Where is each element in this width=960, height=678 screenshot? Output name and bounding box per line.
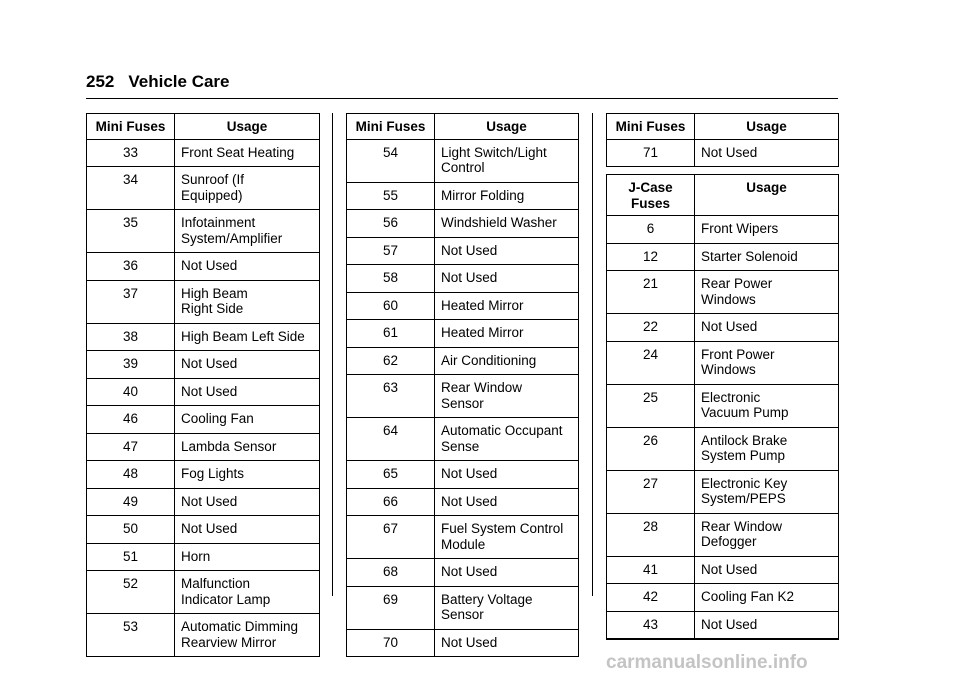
fuse-usage: Not Used — [695, 556, 839, 584]
fuse-usage: Windshield Washer — [435, 210, 579, 238]
table-row — [607, 470, 839, 513]
fuse-usage: Not Used — [435, 559, 579, 587]
fuse-usage: Not Used — [175, 516, 320, 544]
table-header-row — [87, 114, 320, 140]
fuse-usage: Not Used — [435, 237, 579, 265]
fuse-number: 27 — [607, 470, 695, 513]
table-row — [87, 323, 320, 351]
fuse-number: 69 — [347, 586, 435, 629]
column-divider-2 — [592, 113, 593, 596]
table-row — [347, 461, 579, 489]
fuse-usage: Electronic Vacuum Pump — [695, 384, 839, 427]
fuse-usage: Automatic Dimming Rearview Mirror — [175, 614, 320, 657]
fuse-usage: Not Used — [435, 265, 579, 293]
table-row — [87, 571, 320, 614]
fuse-number: 46 — [87, 406, 175, 434]
table-header-row — [607, 175, 839, 216]
table-row — [607, 341, 839, 384]
table-row — [607, 314, 839, 342]
fuse-column-header: Mini Fuses — [87, 114, 175, 140]
fuse-usage: Not Used — [175, 378, 320, 406]
fuse-number: 42 — [607, 584, 695, 612]
fuse-number: 50 — [87, 516, 175, 544]
fuse-number: 56 — [347, 210, 435, 238]
fuse-usage: High Beam Right Side — [175, 280, 320, 323]
fuse-number: 47 — [87, 433, 175, 461]
table-row — [347, 488, 579, 516]
fuse-number: 39 — [87, 351, 175, 379]
table-row — [87, 378, 320, 406]
fuse-number: 60 — [347, 292, 435, 320]
j-case-fuses-table — [606, 174, 839, 640]
fuse-column-header: Mini Fuses — [607, 114, 695, 140]
fuse-usage: Starter Solenoid — [695, 243, 839, 271]
fuse-column-header: J-Case Fuses — [607, 175, 695, 216]
usage-column-header: Usage — [175, 114, 320, 140]
fuse-number: 63 — [347, 375, 435, 418]
column-divider-1 — [332, 113, 333, 596]
table-row — [87, 210, 320, 253]
fuse-usage: Infotainment System/Amplifier — [175, 210, 320, 253]
fuse-usage: Light Switch/Light Control — [435, 139, 579, 182]
table-row — [87, 406, 320, 434]
fuse-number: 62 — [347, 347, 435, 375]
fuse-number: 51 — [87, 543, 175, 571]
fuse-number: 64 — [347, 418, 435, 461]
table-row — [87, 516, 320, 544]
fuse-number: 12 — [607, 243, 695, 271]
table-row — [607, 271, 839, 314]
table-row — [607, 384, 839, 427]
table-row — [347, 347, 579, 375]
table-row — [607, 139, 839, 167]
fuse-number: 41 — [607, 556, 695, 584]
fuse-number: 58 — [347, 265, 435, 293]
page-number: 252 — [86, 72, 115, 91]
mini-fuses-table-1 — [86, 113, 320, 657]
table-header-row — [347, 114, 579, 140]
fuse-usage: Not Used — [435, 461, 579, 489]
fuse-usage: Not Used — [695, 139, 839, 167]
fuse-usage: Not Used — [175, 488, 320, 516]
fuse-usage: Battery Voltage Sensor — [435, 586, 579, 629]
fuse-number: 38 — [87, 323, 175, 351]
fuse-usage: Not Used — [175, 253, 320, 281]
fuse-usage: Mirror Folding — [435, 182, 579, 210]
fuse-usage: Not Used — [695, 314, 839, 342]
table-row — [87, 461, 320, 489]
table-row — [347, 629, 579, 657]
fuse-number: 70 — [347, 629, 435, 657]
section-title: Vehicle Care — [128, 72, 230, 91]
fuse-usage: Cooling Fan K2 — [695, 584, 839, 612]
fuse-usage: Malfunction Indicator Lamp — [175, 571, 320, 614]
fuse-number: 34 — [87, 167, 175, 210]
fuse-usage: Fog Lights — [175, 461, 320, 489]
fuse-number: 71 — [607, 139, 695, 167]
fuse-number: 65 — [347, 461, 435, 489]
usage-column-header: Usage — [435, 114, 579, 140]
table-row — [347, 210, 579, 238]
fuse-usage: Lambda Sensor — [175, 433, 320, 461]
fuse-usage: Heated Mirror — [435, 320, 579, 348]
table-row — [347, 139, 579, 182]
fuse-usage: Cooling Fan — [175, 406, 320, 434]
fuse-number: 49 — [87, 488, 175, 516]
fuse-usage: Rear Window Defogger — [695, 513, 839, 556]
header-rule — [86, 98, 838, 99]
table-row — [87, 280, 320, 323]
table-row — [607, 611, 839, 639]
fuse-number: 21 — [607, 271, 695, 314]
table-row — [607, 427, 839, 470]
fuse-number: 35 — [87, 210, 175, 253]
table-row — [87, 543, 320, 571]
fuse-number: 48 — [87, 461, 175, 489]
fuse-number: 57 — [347, 237, 435, 265]
table-row — [87, 433, 320, 461]
fuse-number: 24 — [607, 341, 695, 384]
fuse-usage: Not Used — [695, 611, 839, 639]
watermark: carmanualsonline.info — [606, 652, 808, 673]
table-row — [347, 418, 579, 461]
fuse-number: 22 — [607, 314, 695, 342]
fuse-number: 36 — [87, 253, 175, 281]
table-row — [87, 614, 320, 657]
fuse-number: 55 — [347, 182, 435, 210]
fuse-usage: High Beam Left Side — [175, 323, 320, 351]
table-row — [347, 559, 579, 587]
fuse-number: 43 — [607, 611, 695, 639]
table-row — [87, 253, 320, 281]
fuse-number: 66 — [347, 488, 435, 516]
fuse-usage: Electronic Key System/PEPS — [695, 470, 839, 513]
page-header — [86, 72, 230, 92]
fuse-usage: Front Power Windows — [695, 341, 839, 384]
table-row — [87, 488, 320, 516]
fuse-usage: Rear Window Sensor — [435, 375, 579, 418]
fuse-usage: Automatic Occupant Sense — [435, 418, 579, 461]
fuse-number: 33 — [87, 139, 175, 167]
table-row — [347, 237, 579, 265]
table-row — [347, 182, 579, 210]
fuse-usage: Not Used — [175, 351, 320, 379]
fuse-number: 68 — [347, 559, 435, 587]
table-header-row — [607, 114, 839, 140]
fuse-number: 40 — [87, 378, 175, 406]
table-row — [347, 320, 579, 348]
fuse-usage: Antilock Brake System Pump — [695, 427, 839, 470]
fuse-usage: Sunroof (If Equipped) — [175, 167, 320, 210]
table-row — [87, 167, 320, 210]
fuse-usage: Rear Power Windows — [695, 271, 839, 314]
fuse-usage: Heated Mirror — [435, 292, 579, 320]
fuse-number: 67 — [347, 516, 435, 559]
fuse-number: 37 — [87, 280, 175, 323]
fuse-number: 25 — [607, 384, 695, 427]
fuse-number: 28 — [607, 513, 695, 556]
mini-fuses-table-2 — [346, 113, 579, 657]
fuse-number: 6 — [607, 216, 695, 244]
fuse-usage: Not Used — [435, 488, 579, 516]
fuse-usage: Front Seat Heating — [175, 139, 320, 167]
table-row — [87, 139, 320, 167]
table-row — [607, 216, 839, 244]
fuse-usage: Fuel System Control Module — [435, 516, 579, 559]
fuse-number: 54 — [347, 139, 435, 182]
fuse-usage: Front Wipers — [695, 216, 839, 244]
fuse-number: 61 — [347, 320, 435, 348]
table-row — [347, 586, 579, 629]
fuse-number: 26 — [607, 427, 695, 470]
table-row — [347, 516, 579, 559]
table-row — [607, 556, 839, 584]
usage-column-header: Usage — [695, 114, 839, 140]
table-row — [607, 243, 839, 271]
table-row — [607, 584, 839, 612]
table-row — [347, 375, 579, 418]
table-row — [607, 513, 839, 556]
fuse-usage: Horn — [175, 543, 320, 571]
table-row — [87, 351, 320, 379]
mini-fuses-table-3 — [606, 113, 839, 167]
fuse-usage: Not Used — [435, 629, 579, 657]
table-row — [347, 292, 579, 320]
usage-column-header: Usage — [695, 175, 839, 216]
table-row — [347, 265, 579, 293]
fuse-number: 53 — [87, 614, 175, 657]
fuse-number: 52 — [87, 571, 175, 614]
fuse-usage: Air Conditioning — [435, 347, 579, 375]
fuse-column-header: Mini Fuses — [347, 114, 435, 140]
